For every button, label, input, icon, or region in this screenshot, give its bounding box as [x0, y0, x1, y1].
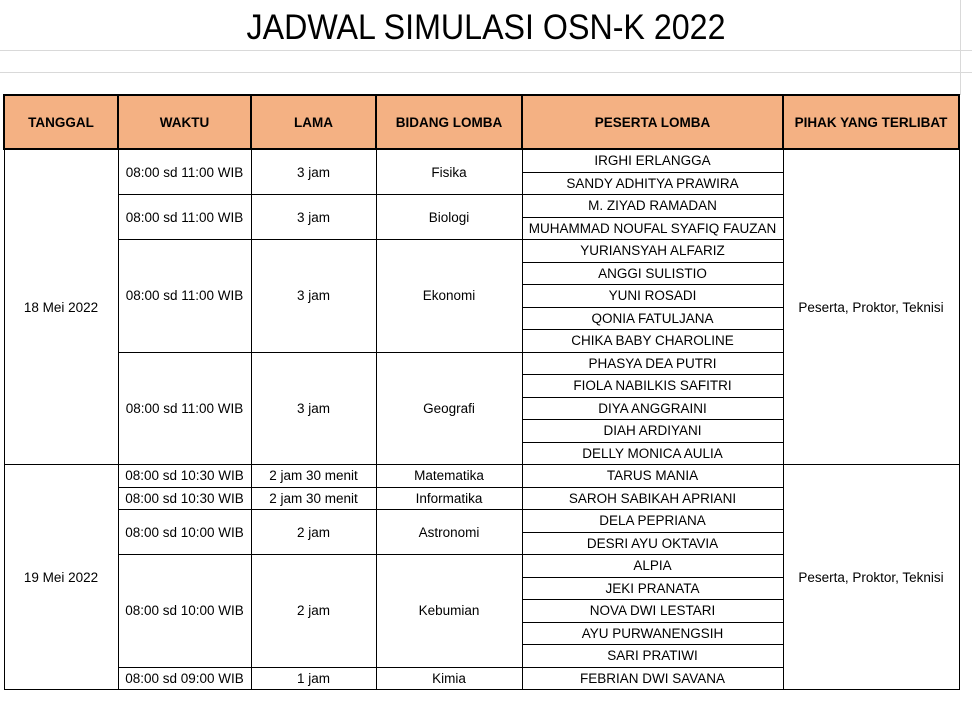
duration-cell: 2 jam — [251, 510, 376, 555]
sheet-gridline — [960, 0, 961, 95]
time-cell: 08:00 sd 09:00 WIB — [118, 667, 251, 690]
time-cell: 08:00 sd 11:00 WIB — [118, 149, 251, 195]
schedule-table — [3, 94, 960, 690]
page-title: JADWAL SIMULASI OSN-K 2022 — [246, 8, 726, 47]
participant-cell: SARI PRATIWI — [522, 645, 783, 668]
participant-cell: JEKI PRANATA — [522, 577, 783, 600]
subject-cell: Kebumian — [376, 555, 522, 668]
time-cell: 08:00 sd 11:00 WIB — [118, 240, 251, 353]
participant-cell: DELA PEPRIANA — [522, 510, 783, 533]
participant-cell: DELLY MONICA AULIA — [522, 442, 783, 465]
sheet-gridline — [0, 72, 972, 73]
participant-cell: DIYA ANGGRAINI — [522, 397, 783, 420]
participant-cell: YURIANSYAH ALFARIZ — [522, 240, 783, 263]
time-cell: 08:00 sd 10:30 WIB — [118, 465, 251, 488]
participant-cell: ANGGI SULISTIO — [522, 262, 783, 285]
participant-cell: NOVA DWI LESTARI — [522, 600, 783, 623]
participant-cell: M. ZIYAD RAMADAN — [522, 195, 783, 218]
participant-cell: ALPIA — [522, 555, 783, 578]
subject-cell: Informatika — [376, 487, 522, 510]
parties-cell: Peserta, Proktor, Teknisi — [783, 465, 959, 690]
table-row — [4, 465, 959, 488]
participant-cell: TARUS MANIA — [522, 465, 783, 488]
subject-cell: Ekonomi — [376, 240, 522, 353]
participant-cell: FEBRIAN DWI SAVANA — [522, 667, 783, 690]
subject-cell: Matematika — [376, 465, 522, 488]
duration-cell: 2 jam — [251, 555, 376, 668]
time-cell: 08:00 sd 11:00 WIB — [118, 195, 251, 240]
date-cell: 18 Mei 2022 — [4, 149, 118, 465]
duration-cell: 2 jam 30 menit — [251, 487, 376, 510]
date-cell: 19 Mei 2022 — [4, 465, 118, 690]
schedule-body — [4, 149, 959, 690]
time-cell: 08:00 sd 10:00 WIB — [118, 510, 251, 555]
subject-cell: Fisika — [376, 149, 522, 195]
duration-cell: 3 jam — [251, 195, 376, 240]
duration-cell: 2 jam 30 menit — [251, 465, 376, 488]
time-cell: 08:00 sd 10:00 WIB — [118, 555, 251, 668]
participant-cell: PHASYA DEA PUTRI — [522, 352, 783, 375]
participant-cell: SANDY ADHITYA PRAWIRA — [522, 172, 783, 195]
sheet-gridline — [0, 50, 972, 51]
column-header-tanggal: TANGGAL — [4, 95, 118, 149]
duration-cell: 1 jam — [251, 667, 376, 690]
column-header-pihak: PIHAK YANG TERLIBAT — [783, 95, 959, 149]
participant-cell: MUHAMMAD NOUFAL SYAFIQ FAUZAN — [522, 217, 783, 240]
time-cell: 08:00 sd 11:00 WIB — [118, 352, 251, 465]
participant-cell: QONIA FATULJANA — [522, 307, 783, 330]
subject-cell: Astronomi — [376, 510, 522, 555]
column-header-bidang: BIDANG LOMBA — [376, 95, 522, 149]
column-header-peserta: PESERTA LOMBA — [522, 95, 783, 149]
participant-cell: IRGHI ERLANGGA — [522, 149, 783, 172]
participant-cell: AYU PURWANENGSIH — [522, 622, 783, 645]
subject-cell: Geografi — [376, 352, 522, 465]
participant-cell: YUNI ROSADI — [522, 285, 783, 308]
parties-cell: Peserta, Proktor, Teknisi — [783, 149, 959, 465]
duration-cell: 3 jam — [251, 352, 376, 465]
participant-cell: CHIKA BABY CHAROLINE — [522, 330, 783, 353]
time-cell: 08:00 sd 10:30 WIB — [118, 487, 251, 510]
header-row — [4, 95, 959, 149]
subject-cell: Biologi — [376, 195, 522, 240]
column-header-waktu: WAKTU — [118, 95, 251, 149]
table-row — [4, 149, 959, 172]
subject-cell: Kimia — [376, 667, 522, 690]
participant-cell: FIOLA NABILKIS SAFITRI — [522, 375, 783, 398]
duration-cell: 3 jam — [251, 240, 376, 353]
participant-cell: SAROH SABIKAH APRIANI — [522, 487, 783, 510]
column-header-lama: LAMA — [251, 95, 376, 149]
duration-cell: 3 jam — [251, 149, 376, 195]
participant-cell: DESRI AYU OKTAVIA — [522, 532, 783, 555]
participant-cell: DIAH ARDIYANI — [522, 420, 783, 443]
